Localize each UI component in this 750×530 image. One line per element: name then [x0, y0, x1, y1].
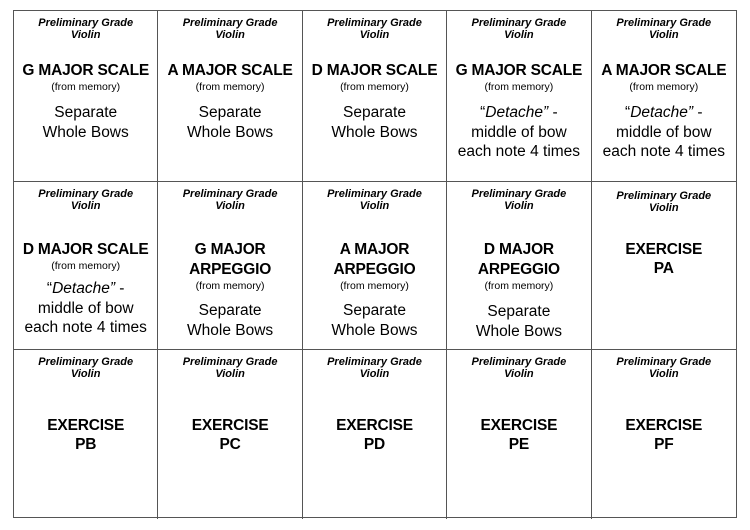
card-header: Preliminary Grade Violin	[327, 188, 422, 212]
card-sheet	[13, 10, 737, 518]
card-title: G MAJOR ARPEGGIO	[189, 241, 272, 278]
card-header: Preliminary Grade Violin	[327, 17, 422, 41]
card-d-major-scale-detache	[14, 182, 158, 350]
card-header: Preliminary Grade Violin	[471, 188, 567, 212]
card-title: EXERCISE PF	[625, 417, 703, 453]
card-title: EXERCISE PC	[191, 417, 269, 453]
detache-term: Detache”	[52, 280, 115, 297]
card-title: EXERCISE PA	[625, 241, 703, 277]
open-quote: “	[480, 104, 486, 121]
card-header: Preliminary Grade Violin	[471, 356, 567, 380]
card-subtitle: (from memory)	[51, 81, 121, 93]
card-body: Separate Whole Bows	[187, 104, 274, 141]
card-title: EXERCISE PB	[47, 417, 125, 453]
card-header: Preliminary Grade Violin	[182, 17, 278, 41]
open-quote: “	[625, 104, 631, 121]
card-body	[592, 103, 736, 162]
card-exercise-pc	[158, 350, 302, 519]
card-body: Separate Whole Bows	[475, 303, 562, 340]
card-subtitle: (from memory)	[195, 280, 265, 292]
detache-term: Detache”	[630, 104, 694, 121]
card-title: G MAJOR SCALE	[22, 62, 149, 79]
card-header: Preliminary Grade Violin	[327, 356, 422, 380]
card-title: A MAJOR SCALE	[167, 62, 293, 79]
card-subtitle: (from memory)	[340, 280, 409, 292]
card-exercise-pa	[592, 182, 736, 350]
card-header: Preliminary Grade Violin	[38, 17, 134, 41]
card-body: Separate Whole Bows	[42, 104, 129, 141]
card-body	[447, 103, 590, 162]
card-header: Preliminary Grade Violin	[616, 190, 712, 214]
card-a-major-scale-separate	[158, 11, 302, 182]
card-header: Preliminary Grade Violin	[616, 17, 712, 41]
card-subtitle: (from memory)	[484, 280, 554, 292]
card-subtitle: (from memory)	[340, 81, 409, 93]
card-a-major-scale-detache	[592, 11, 736, 182]
card-body	[14, 279, 157, 338]
card-subtitle: (from memory)	[629, 81, 699, 93]
card-body: Separate Whole Bows	[331, 104, 418, 141]
card-g-major-scale-detache	[447, 11, 591, 182]
card-exercise-pb	[14, 350, 158, 519]
card-title: G MAJOR SCALE	[455, 62, 583, 79]
card-title: EXERCISE PD	[336, 417, 413, 453]
card-a-major-arpeggio	[303, 182, 447, 350]
card-g-major-scale-separate	[14, 11, 158, 182]
card-title: D MAJOR SCALE	[311, 62, 438, 79]
open-quote: “	[46, 280, 53, 297]
card-body: Separate Whole Bows	[331, 302, 418, 339]
card-exercise-pe	[447, 350, 591, 519]
card-d-major-arpeggio	[447, 182, 591, 350]
card-body-rest: - middle of bow each note 4 times	[602, 104, 725, 160]
card-g-major-arpeggio	[158, 182, 302, 350]
card-title: D MAJOR SCALE	[22, 241, 149, 258]
card-header: Preliminary Grade Violin	[182, 356, 278, 380]
card-title: EXERCISE PE	[480, 417, 558, 453]
card-exercise-pf	[592, 350, 736, 519]
card-body-rest: - middle of bow each note 4 times	[457, 104, 581, 160]
card-d-major-scale-separate	[303, 11, 447, 182]
card-subtitle: (from memory)	[51, 260, 121, 272]
card-header: Preliminary Grade Violin	[471, 17, 567, 41]
card-title: A MAJOR ARPEGGIO	[333, 241, 416, 278]
card-title: A MAJOR SCALE	[601, 62, 727, 79]
card-header: Preliminary Grade Violin	[38, 356, 134, 380]
detache-term: Detache”	[485, 104, 549, 121]
card-subtitle: (from memory)	[195, 81, 265, 93]
card-header: Preliminary Grade Violin	[182, 188, 278, 212]
card-header: Preliminary Grade Violin	[38, 188, 134, 212]
card-body-rest: - middle of bow each note 4 times	[24, 280, 147, 336]
card-exercise-pd	[303, 350, 447, 519]
card-header: Preliminary Grade Violin	[616, 356, 712, 380]
card-body: Separate Whole Bows	[187, 302, 274, 339]
card-title: D MAJOR ARPEGGIO	[477, 241, 560, 278]
card-subtitle: (from memory)	[484, 81, 554, 93]
